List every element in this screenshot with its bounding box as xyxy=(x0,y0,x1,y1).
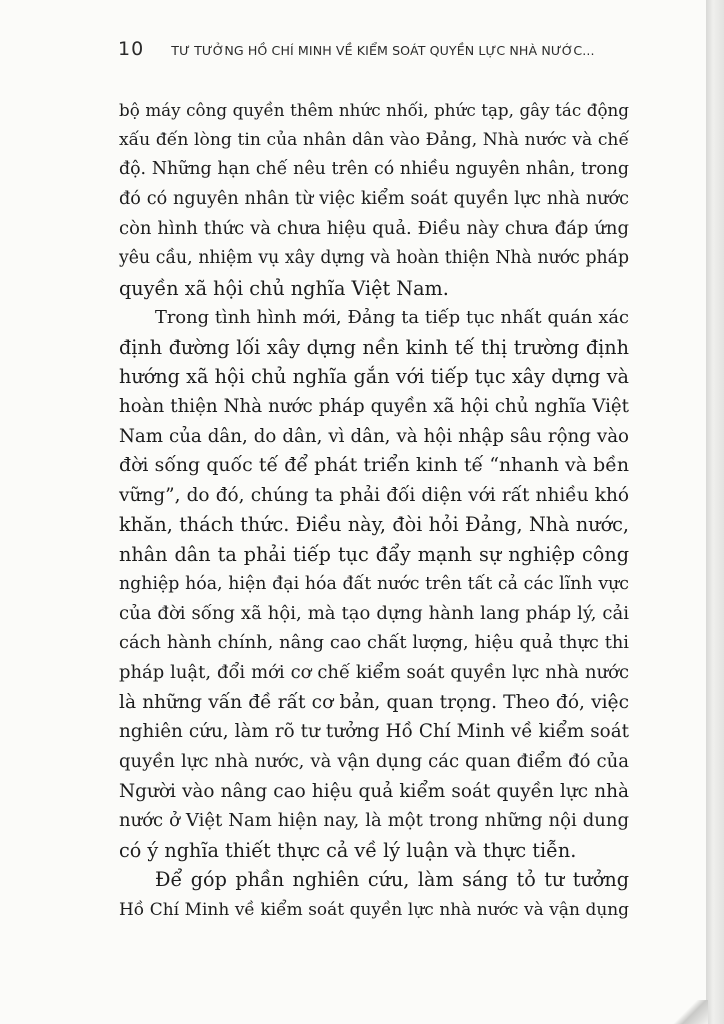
text-line: khăn, thách thức. Điều này, đòi hỏi Đảng, Nhà nước, xyxy=(119,513,629,537)
text-line: có ý nghĩa thiết thực cả về lý luận và thực tiễn. xyxy=(119,838,577,862)
text-line: cách hành chính, nâng cao chất lượng, hiệu quả thực thi xyxy=(119,632,629,653)
text-line: Trong tình hình mới, Đảng ta tiếp tục nhất quán xác xyxy=(155,307,629,329)
text-line: quyền xã hội chủ nghĩa Việt Nam. xyxy=(119,276,449,300)
page-number: 10 xyxy=(118,38,145,60)
text-line: yêu cầu, nhiệm vụ xây dựng và hoàn thiện Nhà nước pháp xyxy=(119,247,629,268)
text-line: vững”, do đó, chúng ta phải đối diện với rất nhiều khó xyxy=(119,484,629,506)
text-line: đời sống quốc tế để phát triển kinh tế “nhanh và bền xyxy=(119,454,629,477)
text-line: Nam của dân, do dân, vì dân, và hội nhập sâu rộng vào xyxy=(119,425,629,447)
body-text xyxy=(119,96,629,925)
text-line: quyền lực nhà nước, và vận dụng các quan điểm đó của xyxy=(119,751,629,773)
text-line: nghiên cứu, làm rõ tư tưởng Hồ Chí Minh về kiểm soát xyxy=(119,721,629,743)
text-line: hướng xã hội chủ nghĩa gắn với tiếp tục xây dựng và xyxy=(119,365,629,389)
page-edge xyxy=(706,0,724,1024)
paragraph-1 xyxy=(119,96,629,303)
text-line: độ. Những hạn chế nêu trên có nhiều nguyên nhân, trong xyxy=(119,159,629,180)
paragraph-3 xyxy=(119,865,629,924)
text-line: còn hình thức và chưa hiệu quả. Điều này chưa đáp ứng xyxy=(119,218,629,240)
text-line: Để góp phần nghiên cứu, làm sáng tỏ tư tưởng xyxy=(155,868,629,892)
text-line: của đời sống xã hội, mà tạo dựng hành lang pháp lý, cải xyxy=(119,603,629,625)
text-line: hoàn thiện Nhà nước pháp quyền xã hội chủ nghĩa Việt xyxy=(119,395,629,417)
paragraph-2 xyxy=(119,303,629,865)
text-line: xấu đến lòng tin của nhân dân vào Đảng, Nhà nước và chế xyxy=(119,129,629,150)
text-line: định đường lối xây dựng nền kinh tế thị trường định xyxy=(119,335,629,359)
running-header xyxy=(118,38,638,60)
page-corner-curl xyxy=(668,1000,708,1024)
text-line: nhân dân ta phải tiếp tục đẩy mạnh sự nghiệp công xyxy=(119,542,629,566)
text-line: Người vào nâng cao hiệu quả kiểm soát quyền lực nhà xyxy=(119,780,629,802)
text-line: nghiệp hóa, hiện đại hóa đất nước trên tất cả các lĩnh vực xyxy=(119,573,629,594)
text-line: pháp luật, đổi mới cơ chế kiểm soát quyền lực nhà nước xyxy=(119,662,629,684)
text-line: là những vấn đề rất cơ bản, quan trọng. Theo đó, việc xyxy=(119,691,629,713)
text-line: đó có nguyên nhân từ việc kiểm soát quyền lực nhà nước xyxy=(119,188,629,209)
text-line: Hồ Chí Minh về kiểm soát quyền lực nhà nước và vận dụng xyxy=(119,899,629,920)
text-line: nước ở Việt Nam hiện nay, là một trong những nội dung xyxy=(119,810,629,832)
running-title: TƯ TƯỞNG HỒ CHÍ MINH VỀ KIỂM SOÁT QUYỀN LỰC NHÀ NƯỚC... xyxy=(171,43,595,58)
text-line: bộ máy công quyền thêm nhức nhối, phức tạp, gây tác động xyxy=(119,100,629,120)
